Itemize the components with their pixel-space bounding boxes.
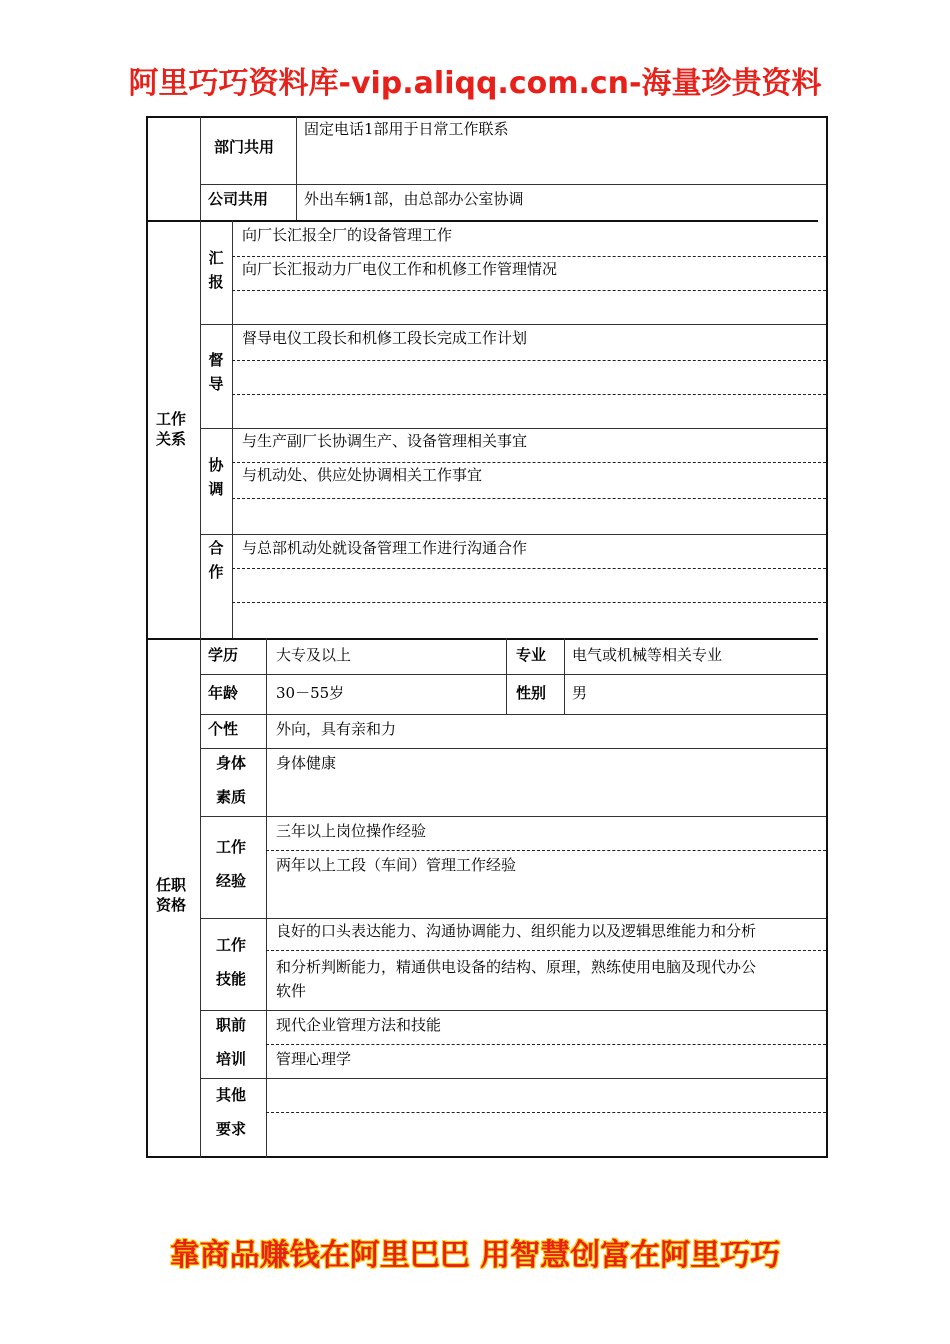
training-line-1: 现代企业管理方法和技能 <box>276 1016 442 1034</box>
skills-label-2: 技能 <box>216 970 247 988</box>
gender-label: 性别 <box>516 684 547 702</box>
divider <box>200 324 826 325</box>
education-value: 大专及以上 <box>276 646 352 664</box>
cooperate-label-2: 作 <box>208 563 224 581</box>
supervise-label-1: 督 <box>208 351 224 369</box>
divider <box>200 428 826 429</box>
divider <box>506 638 507 714</box>
divider <box>200 1078 826 1079</box>
cooperate-line-1: 与总部机动处就设备管理工作进行沟通合作 <box>242 539 528 557</box>
dashed-line <box>232 394 826 395</box>
dashed-line <box>266 850 826 851</box>
other-label-1: 其他 <box>216 1086 247 1104</box>
cooperate-label-1: 合 <box>208 539 224 557</box>
health-label-1: 身体 <box>216 754 247 772</box>
dept-usage-value: 固定电话1部用于日常工作联系 <box>304 120 509 138</box>
coordinate-line-2: 与机动处、供应处协调相关工作事宜 <box>242 466 483 484</box>
dept-usage-label: 部门共用 <box>214 138 275 156</box>
health-value: 身体健康 <box>276 754 337 772</box>
divider <box>200 674 826 675</box>
experience-line-1: 三年以上岗位操作经验 <box>276 822 427 840</box>
supervise-line-1: 督导电仪工段长和机修工段长完成工作计划 <box>242 329 528 347</box>
job-description-form <box>146 116 828 1158</box>
coordinate-label-1: 协 <box>208 456 224 474</box>
personality-label: 个性 <box>208 720 239 738</box>
dashed-line <box>232 256 826 257</box>
divider <box>146 638 818 640</box>
divider <box>296 116 297 220</box>
dashed-line <box>232 602 826 603</box>
divider <box>200 714 826 715</box>
dashed-line <box>232 462 826 463</box>
experience-label-2: 经验 <box>216 872 247 890</box>
experience-line-2: 两年以上工段（车间）管理工作经验 <box>276 856 517 874</box>
dashed-line <box>232 498 826 499</box>
company-usage-label: 公司共用 <box>208 190 269 208</box>
report-line-2: 向厂长汇报动力厂电仪工作和机修工作管理情况 <box>242 260 558 278</box>
divider <box>200 918 826 919</box>
dashed-line <box>232 568 826 569</box>
header-banner: 阿里巧巧资料库-vip.aliqq.com.cn-海量珍贵资料 <box>128 66 822 101</box>
footer-banner: 靠商品赚钱在阿里巴巴 用智慧创富在阿里巧巧 <box>169 1238 781 1273</box>
divider <box>200 534 826 535</box>
report-label-1: 汇 <box>208 249 224 267</box>
divider <box>200 220 201 638</box>
divider <box>200 116 201 220</box>
gender-value: 男 <box>572 684 588 702</box>
qualification-label-1: 任职 <box>156 876 187 894</box>
age-label: 年龄 <box>208 684 239 702</box>
divider <box>200 638 201 1158</box>
training-label-2: 培训 <box>216 1050 247 1068</box>
skills-line-3: 软件 <box>276 982 307 1000</box>
report-label-2: 报 <box>208 273 224 291</box>
coordinate-label-2: 调 <box>208 480 224 498</box>
dashed-line <box>266 1112 826 1113</box>
major-value: 电气或机械等相关专业 <box>572 646 723 664</box>
qualification-label-2: 资格 <box>156 896 187 914</box>
health-label-2: 素质 <box>216 788 247 806</box>
divider <box>146 220 818 222</box>
age-value: 30－55岁 <box>276 684 345 702</box>
divider <box>266 638 267 1158</box>
skills-line-1: 良好的口头表达能力、沟通协调能力、组织能力以及逻辑思维能力和分析 <box>276 922 757 940</box>
dashed-line <box>232 360 826 361</box>
skills-label-1: 工作 <box>216 936 247 954</box>
divider <box>200 1010 826 1011</box>
training-label-1: 职前 <box>216 1016 247 1034</box>
dashed-line <box>266 950 826 951</box>
supervise-label-2: 导 <box>208 375 224 393</box>
experience-label-1: 工作 <box>216 838 247 856</box>
skills-line-2: 和分析判断能力，精通供电设备的结构、原理，熟练使用电脑及现代办公 <box>276 958 757 976</box>
major-label: 专业 <box>516 646 547 664</box>
relations-label-2: 关系 <box>156 430 187 448</box>
training-line-2: 管理心理学 <box>276 1050 352 1068</box>
dashed-line <box>232 290 826 291</box>
education-label: 学历 <box>208 646 239 664</box>
report-line-1: 向厂长汇报全厂的设备管理工作 <box>242 226 453 244</box>
dashed-line <box>266 1044 826 1045</box>
divider <box>200 184 826 185</box>
divider <box>200 748 826 749</box>
divider <box>232 220 233 638</box>
coordinate-line-1: 与生产副厂长协调生产、设备管理相关事宜 <box>242 432 528 450</box>
divider <box>200 816 826 817</box>
other-label-2: 要求 <box>216 1120 247 1138</box>
personality-value: 外向，具有亲和力 <box>276 720 397 738</box>
relations-label-1: 工作 <box>156 410 187 428</box>
company-usage-value: 外出车辆1部，由总部办公室协调 <box>304 190 524 208</box>
divider <box>564 638 565 714</box>
